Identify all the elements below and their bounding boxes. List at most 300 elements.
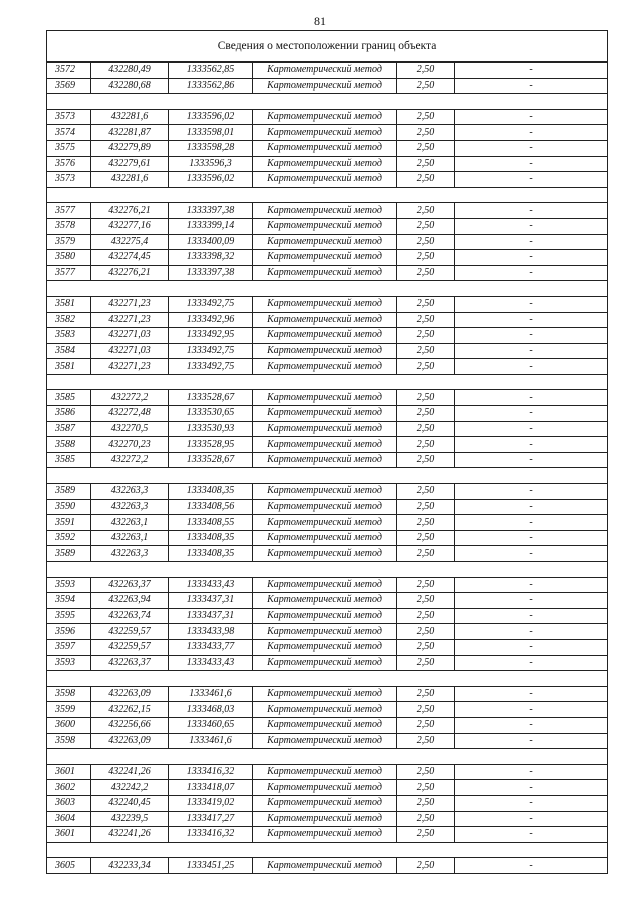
description-cell: - — [455, 328, 608, 344]
separator-cell — [91, 94, 169, 110]
separator-cell — [169, 842, 253, 858]
x-coordinate-cell: 432262,15 — [91, 702, 169, 718]
group-separator-row — [47, 468, 608, 484]
method-cell: Картометрический метод — [253, 515, 397, 531]
y-coordinate-cell: 1333400,09 — [169, 234, 253, 250]
accuracy-cell: 2,50 — [397, 125, 455, 141]
point-number-cell: 3595 — [47, 608, 91, 624]
x-coordinate-cell: 432240,45 — [91, 795, 169, 811]
accuracy-cell: 2,50 — [397, 328, 455, 344]
y-coordinate-cell: 1333596,3 — [169, 156, 253, 172]
separator-cell — [397, 842, 455, 858]
point-number-cell: 3576 — [47, 156, 91, 172]
separator-cell — [47, 374, 91, 390]
table-row — [47, 156, 608, 172]
method-cell: Картометрический метод — [253, 250, 397, 266]
accuracy-cell: 2,50 — [397, 406, 455, 422]
x-coordinate-cell: 432270,23 — [91, 437, 169, 453]
accuracy-cell: 2,50 — [397, 686, 455, 702]
description-cell: - — [455, 717, 608, 733]
point-number-cell: 3585 — [47, 390, 91, 406]
description-cell: - — [455, 406, 608, 422]
group-separator-row — [47, 187, 608, 203]
description-cell: - — [455, 686, 608, 702]
method-cell: Картометрический метод — [253, 234, 397, 250]
group-separator-row — [47, 94, 608, 110]
method-cell: Картометрический метод — [253, 296, 397, 312]
method-cell: Картометрический метод — [253, 639, 397, 655]
table-row — [47, 608, 608, 624]
x-coordinate-cell: 432263,37 — [91, 577, 169, 593]
point-number-cell: 3589 — [47, 484, 91, 500]
accuracy-cell: 2,50 — [397, 250, 455, 266]
x-coordinate-cell: 432263,94 — [91, 593, 169, 609]
method-cell: Картометрический метод — [253, 795, 397, 811]
method-cell: Картометрический метод — [253, 62, 397, 78]
x-coordinate-cell: 432281,6 — [91, 109, 169, 125]
accuracy-cell: 2,50 — [397, 827, 455, 843]
accuracy-cell: 2,50 — [397, 577, 455, 593]
table-row — [47, 218, 608, 234]
description-cell: - — [455, 593, 608, 609]
point-number-cell: 3601 — [47, 764, 91, 780]
y-coordinate-cell: 1333528,95 — [169, 437, 253, 453]
separator-cell — [91, 562, 169, 578]
table-row — [47, 764, 608, 780]
table-row — [47, 811, 608, 827]
accuracy-cell: 2,50 — [397, 452, 455, 468]
y-coordinate-cell: 1333437,31 — [169, 608, 253, 624]
point-number-cell: 3600 — [47, 717, 91, 733]
accuracy-cell: 2,50 — [397, 234, 455, 250]
point-number-cell: 3596 — [47, 624, 91, 640]
accuracy-cell: 2,50 — [397, 484, 455, 500]
table-row — [47, 546, 608, 562]
y-coordinate-cell: 1333433,43 — [169, 655, 253, 671]
table-row — [47, 109, 608, 125]
y-coordinate-cell: 1333598,01 — [169, 125, 253, 141]
x-coordinate-cell: 432275,4 — [91, 234, 169, 250]
y-coordinate-cell: 1333562,85 — [169, 62, 253, 78]
method-cell: Картометрический метод — [253, 702, 397, 718]
y-coordinate-cell: 1333461,6 — [169, 733, 253, 749]
table-row — [47, 437, 608, 453]
separator-cell — [397, 468, 455, 484]
table-row — [47, 499, 608, 515]
point-number-cell: 3598 — [47, 686, 91, 702]
method-cell: Картометрический метод — [253, 608, 397, 624]
separator-cell — [169, 562, 253, 578]
description-cell: - — [455, 312, 608, 328]
separator-cell — [397, 281, 455, 297]
point-number-cell: 3572 — [47, 62, 91, 78]
point-number-cell: 3578 — [47, 218, 91, 234]
separator-cell — [397, 671, 455, 687]
point-number-cell: 3574 — [47, 125, 91, 141]
accuracy-cell: 2,50 — [397, 109, 455, 125]
method-cell: Картометрический метод — [253, 624, 397, 640]
separator-cell — [253, 749, 397, 765]
description-cell: - — [455, 265, 608, 281]
description-cell: - — [455, 78, 608, 94]
method-cell: Картометрический метод — [253, 312, 397, 328]
separator-cell — [455, 671, 608, 687]
y-coordinate-cell: 1333433,43 — [169, 577, 253, 593]
x-coordinate-cell: 432279,61 — [91, 156, 169, 172]
separator-cell — [253, 94, 397, 110]
point-number-cell: 3589 — [47, 546, 91, 562]
method-cell: Картометрический метод — [253, 717, 397, 733]
x-coordinate-cell: 432272,2 — [91, 452, 169, 468]
separator-cell — [47, 562, 91, 578]
group-separator-row — [47, 842, 608, 858]
method-cell: Картометрический метод — [253, 827, 397, 843]
method-cell: Картометрический метод — [253, 390, 397, 406]
table-row — [47, 827, 608, 843]
y-coordinate-cell: 1333408,35 — [169, 484, 253, 500]
point-number-cell: 3598 — [47, 733, 91, 749]
table-row — [47, 250, 608, 266]
separator-cell — [91, 468, 169, 484]
description-cell: - — [455, 390, 608, 406]
method-cell: Картометрический метод — [253, 406, 397, 422]
point-number-cell: 3588 — [47, 437, 91, 453]
y-coordinate-cell: 1333398,32 — [169, 250, 253, 266]
separator-cell — [253, 468, 397, 484]
separator-cell — [47, 281, 91, 297]
separator-cell — [47, 94, 91, 110]
accuracy-cell: 2,50 — [397, 421, 455, 437]
table-row — [47, 484, 608, 500]
description-cell: - — [455, 639, 608, 655]
point-number-cell: 3573 — [47, 172, 91, 188]
point-number-cell: 3577 — [47, 203, 91, 219]
separator-cell — [47, 749, 91, 765]
separator-cell — [253, 842, 397, 858]
point-number-cell: 3573 — [47, 109, 91, 125]
y-coordinate-cell: 1333530,65 — [169, 406, 253, 422]
y-coordinate-cell: 1333596,02 — [169, 109, 253, 125]
table-row — [47, 515, 608, 531]
separator-cell — [455, 281, 608, 297]
accuracy-cell: 2,50 — [397, 733, 455, 749]
y-coordinate-cell: 1333416,32 — [169, 764, 253, 780]
y-coordinate-cell: 1333433,77 — [169, 639, 253, 655]
page-number: 81 — [314, 14, 326, 28]
separator-cell — [91, 187, 169, 203]
y-coordinate-cell: 1333416,32 — [169, 827, 253, 843]
accuracy-cell: 2,50 — [397, 78, 455, 94]
point-number-cell: 3581 — [47, 296, 91, 312]
accuracy-cell: 2,50 — [397, 343, 455, 359]
accuracy-cell: 2,50 — [397, 156, 455, 172]
y-coordinate-cell: 1333418,07 — [169, 780, 253, 796]
description-cell: - — [455, 795, 608, 811]
point-number-cell: 3580 — [47, 250, 91, 266]
y-coordinate-cell: 1333530,93 — [169, 421, 253, 437]
point-number-cell: 3592 — [47, 530, 91, 546]
table-row — [47, 234, 608, 250]
x-coordinate-cell: 432259,57 — [91, 639, 169, 655]
x-coordinate-cell: 432281,6 — [91, 172, 169, 188]
table-row — [47, 125, 608, 141]
x-coordinate-cell: 432241,26 — [91, 827, 169, 843]
separator-cell — [397, 749, 455, 765]
table-header-row — [47, 31, 608, 63]
point-number-cell: 3601 — [47, 827, 91, 843]
table-row — [47, 406, 608, 422]
x-coordinate-cell: 432274,45 — [91, 250, 169, 266]
table-row — [47, 390, 608, 406]
description-cell: - — [455, 437, 608, 453]
description-cell: - — [455, 343, 608, 359]
y-coordinate-cell: 1333528,67 — [169, 390, 253, 406]
point-number-cell: 3584 — [47, 343, 91, 359]
table-row — [47, 140, 608, 156]
description-cell: - — [455, 359, 608, 375]
y-coordinate-cell: 1333528,67 — [169, 452, 253, 468]
table-row — [47, 717, 608, 733]
separator-cell — [169, 671, 253, 687]
table-row — [47, 530, 608, 546]
table-row — [47, 452, 608, 468]
separator-cell — [47, 468, 91, 484]
accuracy-cell: 2,50 — [397, 437, 455, 453]
y-coordinate-cell: 1333492,75 — [169, 359, 253, 375]
y-coordinate-cell: 1333492,75 — [169, 296, 253, 312]
y-coordinate-cell: 1333451,25 — [169, 858, 253, 874]
separator-cell — [169, 187, 253, 203]
separator-cell — [253, 374, 397, 390]
point-number-cell: 3602 — [47, 780, 91, 796]
accuracy-cell: 2,50 — [397, 702, 455, 718]
description-cell: - — [455, 296, 608, 312]
method-cell: Картометрический метод — [253, 655, 397, 671]
method-cell: Картометрический метод — [253, 203, 397, 219]
method-cell: Картометрический метод — [253, 265, 397, 281]
description-cell: - — [455, 608, 608, 624]
table-row — [47, 655, 608, 671]
description-cell: - — [455, 250, 608, 266]
y-coordinate-cell: 1333492,75 — [169, 343, 253, 359]
x-coordinate-cell: 432271,23 — [91, 296, 169, 312]
point-number-cell: 3591 — [47, 515, 91, 531]
description-cell: - — [455, 234, 608, 250]
separator-cell — [455, 468, 608, 484]
separator-cell — [455, 562, 608, 578]
description-cell: - — [455, 780, 608, 796]
y-coordinate-cell: 1333492,96 — [169, 312, 253, 328]
description-cell: - — [455, 577, 608, 593]
x-coordinate-cell: 432271,03 — [91, 328, 169, 344]
y-coordinate-cell: 1333460,65 — [169, 717, 253, 733]
separator-cell — [91, 671, 169, 687]
description-cell: - — [455, 733, 608, 749]
description-cell: - — [455, 702, 608, 718]
table-row — [47, 577, 608, 593]
y-coordinate-cell: 1333399,14 — [169, 218, 253, 234]
x-coordinate-cell: 432263,3 — [91, 546, 169, 562]
accuracy-cell: 2,50 — [397, 624, 455, 640]
method-cell: Картометрический метод — [253, 593, 397, 609]
y-coordinate-cell: 1333461,6 — [169, 686, 253, 702]
y-coordinate-cell: 1333596,02 — [169, 172, 253, 188]
x-coordinate-cell: 432263,1 — [91, 515, 169, 531]
accuracy-cell: 2,50 — [397, 593, 455, 609]
point-number-cell: 3586 — [47, 406, 91, 422]
point-number-cell: 3597 — [47, 639, 91, 655]
description-cell: - — [455, 62, 608, 78]
table-row — [47, 686, 608, 702]
method-cell: Картометрический метод — [253, 109, 397, 125]
separator-cell — [47, 671, 91, 687]
accuracy-cell: 2,50 — [397, 265, 455, 281]
point-number-cell: 3604 — [47, 811, 91, 827]
table-row — [47, 265, 608, 281]
separator-cell — [397, 94, 455, 110]
table-row — [47, 172, 608, 188]
x-coordinate-cell: 432263,09 — [91, 686, 169, 702]
method-cell: Картометрический метод — [253, 328, 397, 344]
description-cell: - — [455, 218, 608, 234]
method-cell: Картометрический метод — [253, 343, 397, 359]
separator-cell — [91, 374, 169, 390]
description-cell: - — [455, 484, 608, 500]
accuracy-cell: 2,50 — [397, 296, 455, 312]
description-cell: - — [455, 421, 608, 437]
separator-cell — [253, 187, 397, 203]
point-number-cell: 3569 — [47, 78, 91, 94]
x-coordinate-cell: 432271,03 — [91, 343, 169, 359]
separator-cell — [455, 94, 608, 110]
separator-cell — [455, 749, 608, 765]
x-coordinate-cell: 432263,3 — [91, 484, 169, 500]
table-row — [47, 702, 608, 718]
point-number-cell: 3581 — [47, 359, 91, 375]
table-row — [47, 312, 608, 328]
method-cell: Картометрический метод — [253, 780, 397, 796]
description-cell: - — [455, 203, 608, 219]
separator-cell — [253, 671, 397, 687]
method-cell: Картометрический метод — [253, 172, 397, 188]
accuracy-cell: 2,50 — [397, 608, 455, 624]
point-number-cell: 3587 — [47, 421, 91, 437]
separator-cell — [455, 842, 608, 858]
accuracy-cell: 2,50 — [397, 764, 455, 780]
y-coordinate-cell: 1333468,03 — [169, 702, 253, 718]
group-separator-row — [47, 562, 608, 578]
x-coordinate-cell: 432280,68 — [91, 78, 169, 94]
separator-cell — [397, 562, 455, 578]
method-cell: Картометрический метод — [253, 140, 397, 156]
method-cell: Картометрический метод — [253, 421, 397, 437]
y-coordinate-cell: 1333437,31 — [169, 593, 253, 609]
accuracy-cell: 2,50 — [397, 655, 455, 671]
description-cell: - — [455, 858, 608, 874]
table-row — [47, 624, 608, 640]
y-coordinate-cell: 1333417,27 — [169, 811, 253, 827]
y-coordinate-cell: 1333397,38 — [169, 203, 253, 219]
boundary-coordinates-table — [46, 30, 608, 874]
point-number-cell: 3590 — [47, 499, 91, 515]
description-cell: - — [455, 125, 608, 141]
point-number-cell: 3605 — [47, 858, 91, 874]
x-coordinate-cell: 432263,09 — [91, 733, 169, 749]
group-separator-row — [47, 374, 608, 390]
y-coordinate-cell: 1333408,35 — [169, 546, 253, 562]
point-number-cell: 3603 — [47, 795, 91, 811]
separator-cell — [455, 187, 608, 203]
separator-cell — [253, 562, 397, 578]
point-number-cell: 3594 — [47, 593, 91, 609]
accuracy-cell: 2,50 — [397, 515, 455, 531]
method-cell: Картометрический метод — [253, 530, 397, 546]
x-coordinate-cell: 432276,21 — [91, 203, 169, 219]
accuracy-cell: 2,50 — [397, 546, 455, 562]
accuracy-cell: 2,50 — [397, 639, 455, 655]
point-number-cell: 3575 — [47, 140, 91, 156]
x-coordinate-cell: 432242,2 — [91, 780, 169, 796]
table-title: Сведения о местоположении границ объекта — [47, 31, 608, 63]
table-row — [47, 78, 608, 94]
table-row — [47, 203, 608, 219]
method-cell: Картометрический метод — [253, 577, 397, 593]
accuracy-cell: 2,50 — [397, 795, 455, 811]
description-cell: - — [455, 655, 608, 671]
point-number-cell: 3583 — [47, 328, 91, 344]
separator-cell — [397, 187, 455, 203]
group-separator-row — [47, 749, 608, 765]
x-coordinate-cell: 432270,5 — [91, 421, 169, 437]
y-coordinate-cell: 1333492,95 — [169, 328, 253, 344]
method-cell: Картометрический метод — [253, 686, 397, 702]
table-row — [47, 328, 608, 344]
separator-cell — [47, 842, 91, 858]
x-coordinate-cell: 432271,23 — [91, 359, 169, 375]
x-coordinate-cell: 432263,3 — [91, 499, 169, 515]
y-coordinate-cell: 1333397,38 — [169, 265, 253, 281]
table-row — [47, 795, 608, 811]
description-cell: - — [455, 546, 608, 562]
method-cell: Картометрический метод — [253, 156, 397, 172]
accuracy-cell: 2,50 — [397, 858, 455, 874]
x-coordinate-cell: 432276,21 — [91, 265, 169, 281]
description-cell: - — [455, 140, 608, 156]
method-cell: Картометрический метод — [253, 359, 397, 375]
description-cell: - — [455, 624, 608, 640]
description-cell: - — [455, 811, 608, 827]
point-number-cell: 3585 — [47, 452, 91, 468]
x-coordinate-cell: 432281,87 — [91, 125, 169, 141]
x-coordinate-cell: 432263,74 — [91, 608, 169, 624]
x-coordinate-cell: 432272,2 — [91, 390, 169, 406]
method-cell: Картометрический метод — [253, 811, 397, 827]
x-coordinate-cell: 432263,1 — [91, 530, 169, 546]
accuracy-cell: 2,50 — [397, 62, 455, 78]
point-number-cell: 3593 — [47, 577, 91, 593]
x-coordinate-cell: 432259,57 — [91, 624, 169, 640]
x-coordinate-cell: 432256,66 — [91, 717, 169, 733]
accuracy-cell: 2,50 — [397, 218, 455, 234]
method-cell: Картометрический метод — [253, 484, 397, 500]
method-cell: Картометрический метод — [253, 764, 397, 780]
description-cell: - — [455, 109, 608, 125]
method-cell: Картометрический метод — [253, 78, 397, 94]
description-cell: - — [455, 156, 608, 172]
description-cell: - — [455, 827, 608, 843]
separator-cell — [169, 281, 253, 297]
point-number-cell: 3593 — [47, 655, 91, 671]
